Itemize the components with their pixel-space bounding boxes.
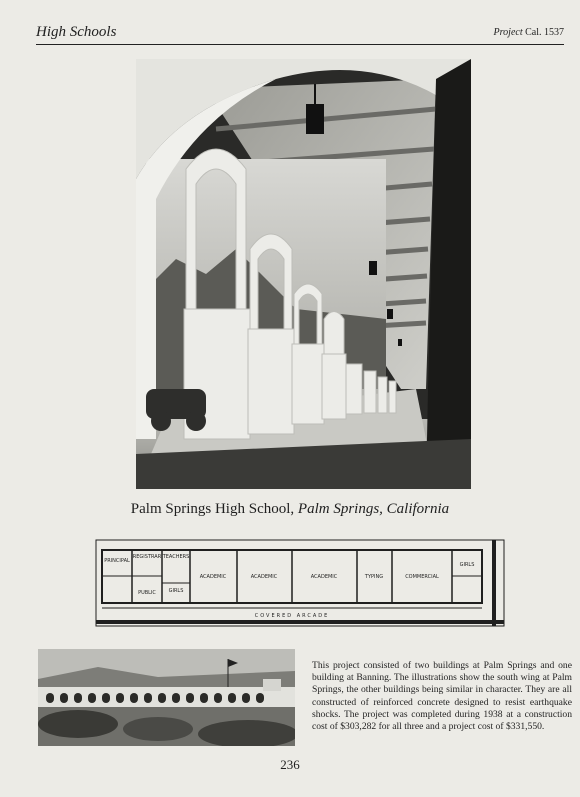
header-rule [36,44,564,45]
room-label: GIRLS [459,562,475,568]
room-label: GIRLS [168,588,184,594]
room-label: TYPING [364,574,384,580]
room-label: PUBLIC [138,590,156,596]
room-label: PRINCIPAL [104,558,130,564]
floor-plan [92,528,510,628]
room-label: ACADEMIC [199,574,227,580]
section-title: High Schools [36,24,117,40]
room-label: ACADEMIC [310,574,338,580]
photo-caption: Palm Springs High School, Palm Springs, California [130,501,450,517]
arcade-label: COVERED ARCADE [254,613,330,619]
room-label: COMMERCIAL [405,574,439,580]
room-label: REGISTRAR [132,554,162,560]
room-label: TEACHERS [162,554,190,560]
exterior-photograph [38,649,295,746]
page-number: 236 [280,757,300,772]
project-code: Project Cal. 1537 [493,27,564,38]
arcade-photograph [136,59,471,489]
room-label: ACADEMIC [250,574,278,580]
project-description: This project consisted of two buildings at Palm Springs and one building at Banning. The illustrations show the south wing at Palm Springs, the other buildings being similar in character. They are all constructed of reinforced concrete designed to resist earthquake shocks. The project was completed during 1938 at a construction cost of $303,282 for all three and a project cost of $331,550. [312,660,572,733]
